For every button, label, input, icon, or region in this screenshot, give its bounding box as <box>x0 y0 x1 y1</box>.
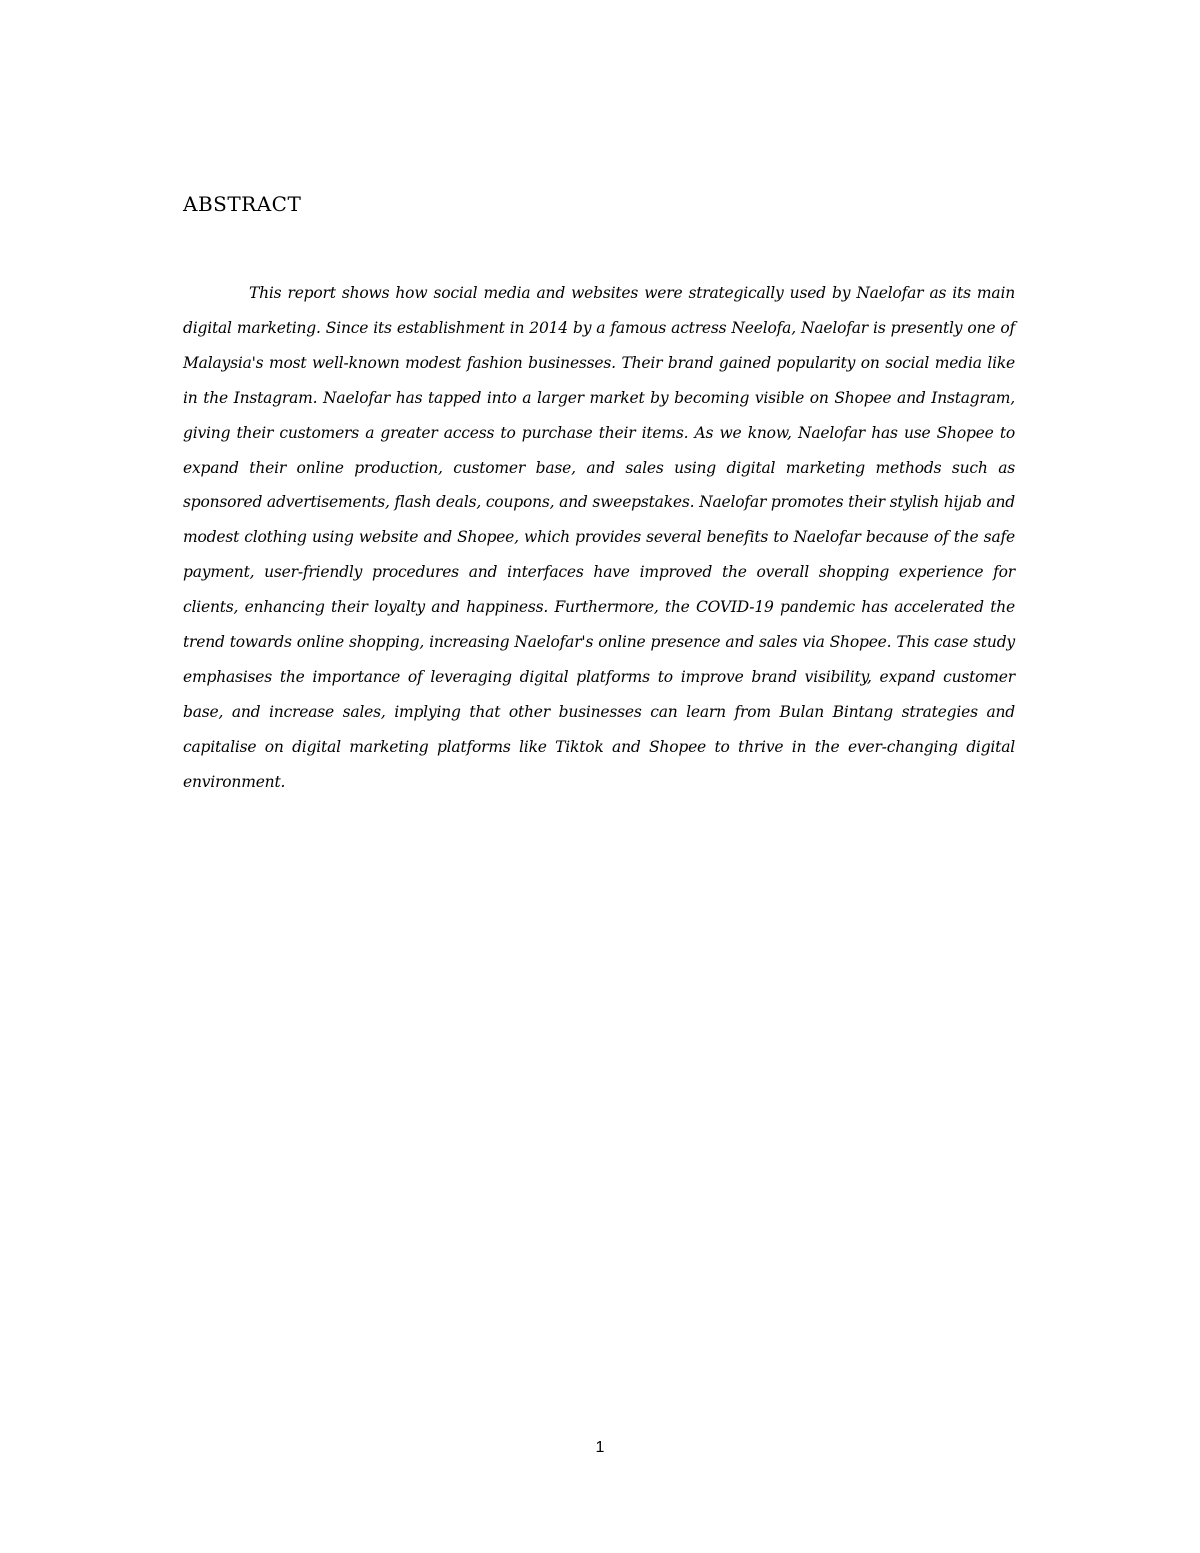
abstract-heading: ABSTRACT <box>183 192 302 216</box>
abstract-paragraph: This report shows how social media and websites were strategically used by Naelofar as its main digital marketing. Since its establishment in 2014 by a famous actress Neelofa, Naelofar is presently one of Malaysia's most well-known modest fashion businesses. Their brand gained popularity on social media like in the Instagram. Naelofar has tapped into a larger market by becoming visible on Shopee and Instagram, giving their customers a greater access to purchase their items. As we know, Naelofar has use Shopee to expand their online production, customer base, and sales using digital marketing methods such as sponsored advertisements, flash deals, coupons, and sweepstakes. Naelofar promotes their stylish hijab and modest clothing using website and Shopee, which provides several benefits to Naelofar because of the safe payment, user-friendly procedures and interfaces have improved the overall shopping experience for clients, enhancing their loyalty and happiness. Furthermore, the COVID-19 pandemic has accelerated the trend towards online shopping, increasing Naelofar's online presence and sales via Shopee. This case study emphasises the importance of leveraging digital platforms to improve brand visibility, expand customer base, and increase sales, implying that other businesses can learn from Bulan Bintang strategies and capitalise on digital marketing platforms like Tiktok and Shopee to thrive in the ever-changing digital environment. <box>183 284 1015 791</box>
page-number: 1 <box>595 1439 605 1456</box>
